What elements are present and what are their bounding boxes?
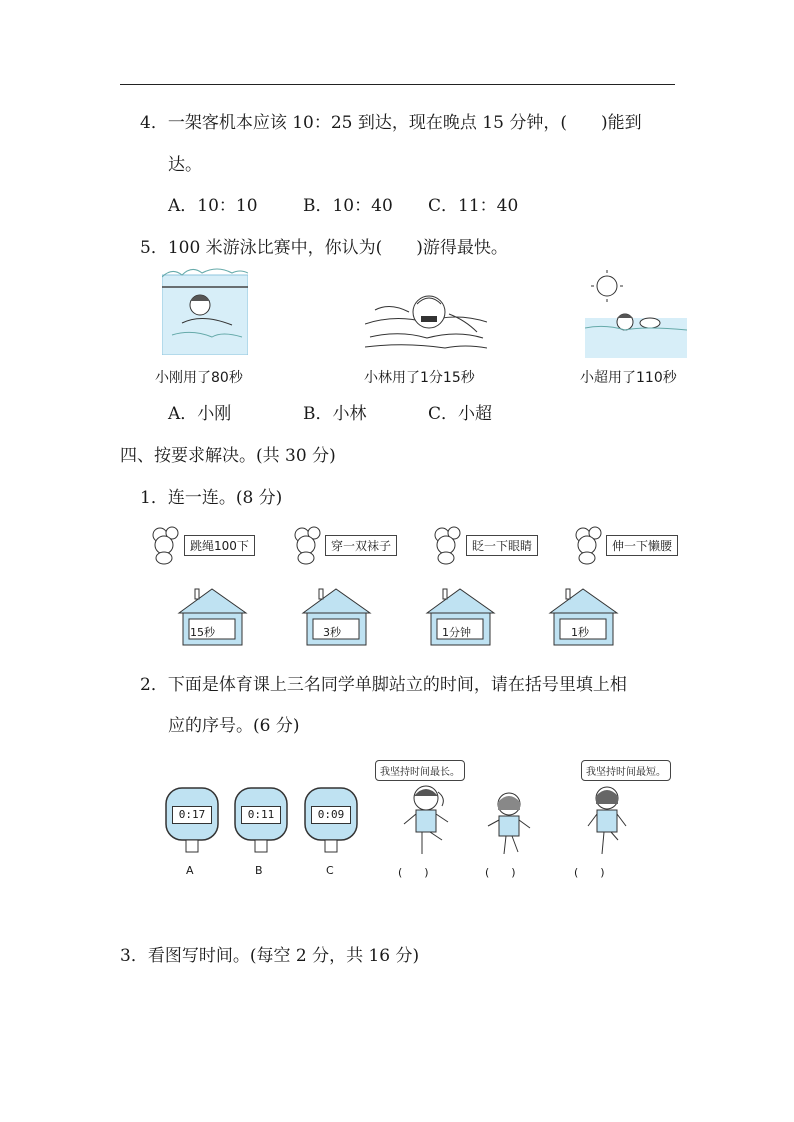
girl-figure-2 [484, 790, 534, 858]
q4-option-c: C．11：40 [428, 196, 519, 216]
q5-option-b: B．小林 [303, 404, 367, 424]
answer-paren-1[interactable]: ( ) [398, 866, 429, 879]
swim-caption-xiaochao: 小超用了110秒 [580, 370, 677, 386]
activity-label-stretch: 伸一下懒腰 [606, 535, 678, 556]
stopwatch-label-c: C [326, 864, 334, 877]
q4-option-a: A．10：10 [168, 196, 258, 216]
q4-option-b: B．10：40 [303, 196, 393, 216]
house-label-1s: 1秒 [571, 626, 589, 639]
swim-caption-xiaolin: 小林用了1分15秒 [364, 370, 475, 386]
mouse-icon [430, 525, 464, 565]
answer-paren-2[interactable]: ( ) [485, 866, 516, 879]
swimmer-xiaolin-illustration [365, 292, 487, 354]
stopwatch-label-b: B [255, 864, 263, 877]
mouse-icon [148, 525, 182, 565]
mouse-icon [290, 525, 324, 565]
house-label-1min: 1分钟 [442, 626, 471, 639]
q4-text-line1: 4．一架客机本应该 10：25 到达，现在晚点 15 分钟，( )能到 [140, 113, 642, 133]
s4-q2-text-line2: 应的序号。(6 分) [168, 716, 300, 736]
speech-bubble-longest: 我坚持时间最长。 [375, 760, 465, 781]
stopwatch-label-a: A [186, 864, 194, 877]
speech-bubble-shortest: 我坚持时间最短。 [581, 760, 671, 781]
activity-label-socks: 穿一双袜子 [325, 535, 397, 556]
s4-q1-text: 1．连一连。(8 分) [140, 488, 283, 508]
girl-figure-3 [582, 782, 632, 858]
swimmer-xiaochao-illustration [585, 268, 687, 360]
swimmer-xiaogang-illustration [162, 265, 248, 355]
activity-label-jump-rope: 跳绳100下 [184, 535, 255, 556]
girl-figure-1 [398, 782, 454, 858]
section4-title: 四、按要求解决。(共 30 分) [120, 446, 336, 466]
house-label-15s: 15秒 [190, 626, 215, 639]
answer-paren-3[interactable]: ( ) [574, 866, 605, 879]
stopwatch-display-b: 0:11 [241, 806, 281, 824]
swim-caption-xiaogang: 小刚用了80秒 [155, 370, 243, 386]
q4-text-line2: 达。 [168, 155, 202, 175]
activity-label-blink: 眨一下眼睛 [466, 535, 538, 556]
mouse-icon [571, 525, 605, 565]
stopwatch-display-c: 0:09 [311, 806, 351, 824]
house-label-3s: 3秒 [323, 626, 341, 639]
q5-option-c: C．小超 [428, 404, 493, 424]
q5-text: 5．100 米游泳比赛中，你认为( )游得最快。 [140, 238, 508, 258]
s4-q2-text-line1: 2．下面是体育课上三名同学单脚站立的时间，请在括号里填上相 [140, 675, 627, 695]
s4-q3-text: 3．看图写时间。(每空 2 分，共 16 分) [120, 946, 420, 966]
q5-option-a: A．小刚 [168, 404, 232, 424]
stopwatch-display-a: 0:17 [172, 806, 212, 824]
top-rule [120, 84, 675, 85]
